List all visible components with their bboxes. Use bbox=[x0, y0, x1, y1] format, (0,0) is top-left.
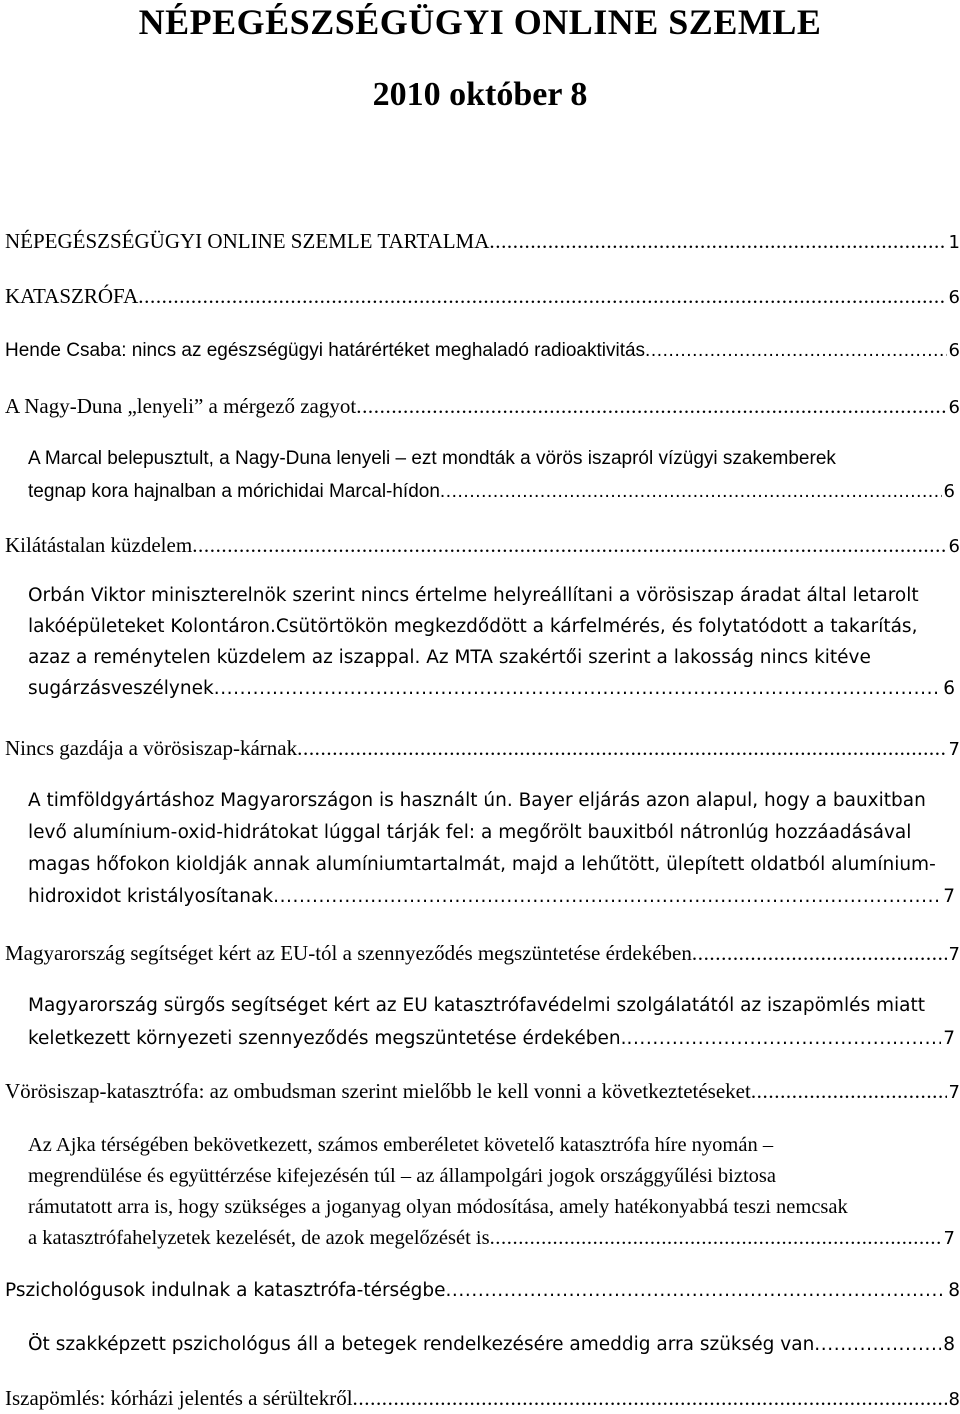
toc-entry-text: NÉPEGÉSZSÉGÜGYI ONLINE SZEMLE TARTALMA bbox=[5, 229, 490, 253]
toc-page-number: 7 bbox=[948, 944, 960, 965]
toc-entry-text: Vörösiszap-katasztrófa: az ombudsman szerint mielőbb le kell vonni a következtetéseket bbox=[5, 1079, 751, 1103]
toc-page-number: 6 bbox=[948, 397, 960, 418]
toc-page-number: 7 bbox=[943, 886, 955, 907]
toc-page-number: 7 bbox=[948, 1082, 960, 1103]
toc-page-number: 8 bbox=[948, 1389, 960, 1410]
toc-entry-line: rámutatott arra is, hogy szükséges a joganyag olyan módosítása, amely hatékonyabbá teszi nemcsak bbox=[28, 1196, 848, 1218]
toc-entry-text: Nincs gazdája a vörösiszap-kárnak bbox=[5, 736, 298, 760]
toc-page-number: 6 bbox=[948, 287, 960, 308]
toc-entry-line: Magyarország sürgős segítséget kért az EU katasztrófavédelmi szolgálatától az iszapömlés miatt bbox=[28, 995, 925, 1016]
toc-leader bbox=[626, 1024, 941, 1054]
toc-leader bbox=[297, 733, 946, 763]
toc-leader bbox=[814, 1330, 941, 1360]
toc-entry-line: megrendülése és együttérzése kifejezésén túl – az állampolgári jogok országgyűlési biztosa bbox=[28, 1165, 776, 1187]
toc-leader bbox=[138, 281, 946, 311]
toc-entry-text: tegnap kora hajnalban a mórichidai Marcal-hídon bbox=[28, 481, 440, 502]
toc-page-number: 6 bbox=[943, 678, 955, 699]
toc-entry-line: Orbán Viktor miniszterelnök szerint nincs értelme helyreállítani a vörösiszap áradat által letarolt bbox=[28, 585, 919, 606]
toc-entry-text: Iszapömlés: kórházi jelentés a sérültekről bbox=[5, 1386, 353, 1410]
toc-leader bbox=[353, 1383, 947, 1413]
toc-entry-text: A Nagy-Duna „lenyeli” a mérgező zagyot bbox=[5, 394, 357, 418]
toc-entry-text: keletkezett környezeti szennyeződés megszüntetése érdekében. bbox=[28, 1028, 627, 1049]
toc-page-number: 7 bbox=[943, 1228, 955, 1249]
toc-entry-line: levő alumínium-oxid-hidrátokat lúggal tárják fel: a megőrölt bauxitból nátronlúg hozzáadásával bbox=[28, 822, 912, 843]
toc-page-number: 6 bbox=[948, 340, 960, 361]
toc-leader bbox=[192, 530, 946, 560]
toc-page-number: 8 bbox=[943, 1334, 955, 1355]
toc-page-number: 8 bbox=[948, 1280, 960, 1301]
toc-page-number: 6 bbox=[943, 481, 955, 502]
toc-leader bbox=[490, 1223, 942, 1253]
toc-entry-text: Öt szakképzett pszichológus áll a betegek rendelkezésére ameddig arra szükség van bbox=[28, 1334, 815, 1355]
toc-page-number: 1 bbox=[948, 232, 960, 253]
document-date: 2010 október 8 bbox=[372, 76, 588, 113]
toc-leader bbox=[489, 226, 946, 256]
toc-leader bbox=[445, 1276, 946, 1306]
toc-leader bbox=[214, 674, 942, 704]
toc-entry-text: sugárzásveszélynek bbox=[28, 678, 214, 699]
toc-entry-line: magas hőfokon kioldják annak alumíniumtartalmát, majd a lehűtött, ülepített oldatból alumínium- bbox=[28, 854, 936, 875]
toc-entry-text: Magyarország segítséget kért az EU-tól a szennyeződés megszüntetése érdekében bbox=[5, 941, 692, 965]
toc-leader bbox=[645, 336, 947, 366]
toc-entry-line: A Marcal belepusztult, a Nagy-Duna lenyeli – ezt mondták a vörös iszapról vízügyi szakemberek bbox=[28, 448, 836, 469]
toc-leader bbox=[273, 882, 941, 912]
toc-page-number: 6 bbox=[948, 536, 960, 557]
toc-leader bbox=[440, 477, 942, 507]
toc-entry-text: Kilátástalan küzdelem bbox=[5, 533, 193, 557]
toc-page-number: 7 bbox=[943, 1028, 955, 1049]
toc-leader bbox=[356, 391, 946, 421]
toc-entry-line: A timföldgyártáshoz Magyarországon is használt ún. Bayer eljárás azon alapul, hogy a bauxitban bbox=[28, 790, 926, 811]
toc-entry-text: Pszichológusok indulnak a katasztrófa-térségbe bbox=[5, 1280, 446, 1301]
toc-page-number: 7 bbox=[948, 739, 960, 760]
toc-leader bbox=[692, 938, 947, 968]
toc-entry-text: KATASZRÓFA bbox=[5, 284, 139, 308]
toc-entry-line: Az Ajka térségében bekövetkezett, számos emberéletet követelő katasztrófa híre nyomán – bbox=[28, 1134, 774, 1156]
toc-entry-line: lakóépületeket Kolontáron.Csütörtökön megkezdődött a kárfelmérés, és folytatódott a takarítás, bbox=[28, 616, 918, 637]
document-title: NÉPEGÉSZSÉGÜGYI ONLINE SZEMLE bbox=[138, 2, 822, 42]
toc-entry-text: Hende Csaba: nincs az egészségügyi határértéket meghaladó radioaktivitás bbox=[5, 340, 646, 361]
toc-entry-text: hidroxidot kristályosítanak bbox=[28, 886, 274, 907]
toc-leader bbox=[751, 1076, 947, 1106]
toc-entry-text: a katasztrófahelyzetek kezelését, de azok megelőzését is bbox=[28, 1227, 490, 1249]
toc-entry-line: azaz a reménytelen küzdelem az iszappal. Az MTA szakértői szerint a lakosság nincs kitéve bbox=[28, 647, 871, 668]
